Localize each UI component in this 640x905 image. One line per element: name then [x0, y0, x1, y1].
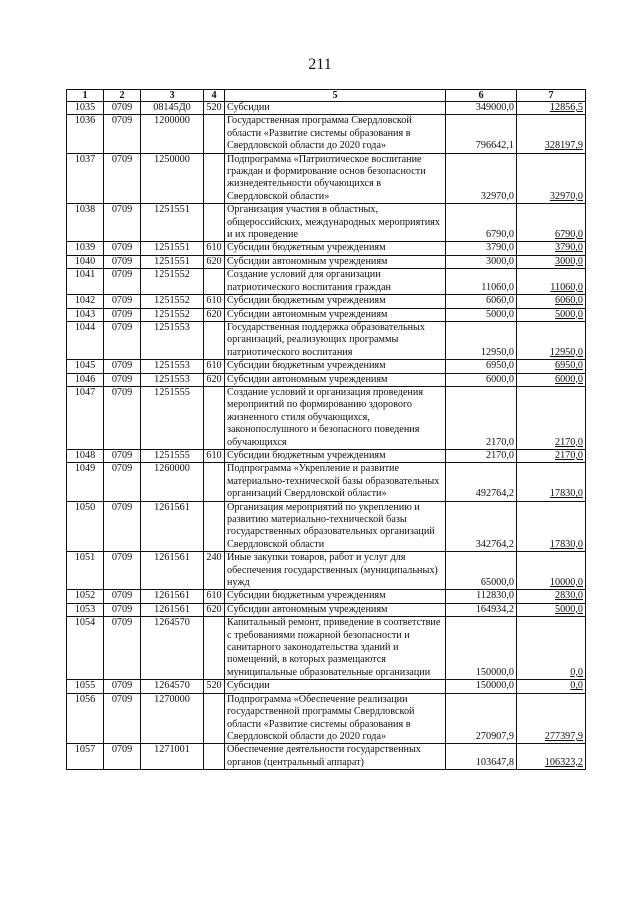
header-col-2: 2: [104, 90, 141, 102]
amount-col-6: 12950,0: [446, 321, 517, 359]
expense-type-code: 240: [204, 552, 225, 590]
section-code: 0709: [104, 693, 141, 744]
item-name: Субсидии автономным учреждениям: [225, 373, 446, 386]
item-name: Государственная поддержка образовательных организаций, реализующих программы патриотического воспитания: [225, 321, 446, 359]
amount-col-6: 492764,2: [446, 463, 517, 501]
expense-type-code: [204, 115, 225, 153]
target-code: 1251551: [141, 242, 204, 255]
expense-type-code: [204, 617, 225, 680]
amount-col-7: 3000,0: [517, 255, 586, 268]
row-number: 1056: [67, 693, 104, 744]
section-code: 0709: [104, 321, 141, 359]
section-code: 0709: [104, 308, 141, 321]
row-number: 1044: [67, 321, 104, 359]
header-col-1: 1: [67, 90, 104, 102]
amount-col-7: 10000,0: [517, 552, 586, 590]
item-name: Государственная программа Свердловской области «Развитие системы образования в Свердловской области до 2020 года»: [225, 115, 446, 153]
amount-col-7: 0,0: [517, 617, 586, 680]
header-col-6: 6: [446, 90, 517, 102]
header-col-3: 3: [141, 90, 204, 102]
table-row: [67, 693, 586, 744]
row-number: 1043: [67, 308, 104, 321]
target-code: 1251552: [141, 308, 204, 321]
amount-col-6: 6000,0: [446, 373, 517, 386]
target-code: 1200000: [141, 115, 204, 153]
amount-col-7: 106323,2: [517, 744, 586, 770]
amount-col-7: 12950,0: [517, 321, 586, 359]
amount-col-6: 270907,9: [446, 693, 517, 744]
section-code: 0709: [104, 115, 141, 153]
section-code: 0709: [104, 360, 141, 373]
amount-col-6: 796642,1: [446, 115, 517, 153]
section-code: 0709: [104, 590, 141, 603]
section-code: 0709: [104, 449, 141, 462]
amount-col-6: 6950,0: [446, 360, 517, 373]
header-col-4: 4: [204, 90, 225, 102]
section-code: 0709: [104, 242, 141, 255]
target-code: 1264570: [141, 617, 204, 680]
target-code: 1251553: [141, 321, 204, 359]
section-code: 0709: [104, 386, 141, 449]
header-col-5: 5: [225, 90, 446, 102]
item-name: Создание условий и организация проведения мероприятий по формированию здорового жизненного стиля обучающихся, законопослушного и безопасного поведения обучающихся: [225, 386, 446, 449]
row-number: 1052: [67, 590, 104, 603]
row-number: 1057: [67, 744, 104, 770]
amount-col-7: 3790,0: [517, 242, 586, 255]
expense-type-code: [204, 153, 225, 204]
amount-col-7: 277397,9: [517, 693, 586, 744]
section-code: 0709: [104, 102, 141, 115]
item-name: Организация мероприятий по укреплению и развитию материально-технической базы государственных образовательных организаций Свердловской области: [225, 501, 446, 552]
amount-col-6: 6790,0: [446, 204, 517, 242]
table-row: [67, 373, 586, 386]
table-row: [67, 463, 586, 501]
row-number: 1055: [67, 680, 104, 693]
expense-type-code: [204, 321, 225, 359]
amount-col-7: 328197,9: [517, 115, 586, 153]
row-number: 1041: [67, 269, 104, 295]
amount-col-7: 32970,0: [517, 153, 586, 204]
target-code: 1251555: [141, 386, 204, 449]
target-code: 1251555: [141, 449, 204, 462]
target-code: 1251552: [141, 295, 204, 308]
table-row: [67, 617, 586, 680]
item-name: Субсидии бюджетным учреждениям: [225, 360, 446, 373]
amount-col-7: 2170,0: [517, 449, 586, 462]
table-row: [67, 153, 586, 204]
target-code: 1261561: [141, 552, 204, 590]
amount-col-7: 5000,0: [517, 603, 586, 616]
table-row: [67, 295, 586, 308]
expense-type-code: [204, 463, 225, 501]
table-row: [67, 590, 586, 603]
amount-col-7: 6060,0: [517, 295, 586, 308]
item-name: Субсидии: [225, 102, 446, 115]
amount-col-7: 6950,0: [517, 360, 586, 373]
target-code: 08145Д0: [141, 102, 204, 115]
amount-col-7: 2170,0: [517, 386, 586, 449]
table-row: [67, 204, 586, 242]
table-row: [67, 308, 586, 321]
item-name: Субсидии автономным учреждениям: [225, 255, 446, 268]
item-name: Субсидии бюджетным учреждениям: [225, 449, 446, 462]
section-code: 0709: [104, 463, 141, 501]
expense-type-code: 610: [204, 449, 225, 462]
amount-col-7: 5000,0: [517, 308, 586, 321]
amount-col-6: 2170,0: [446, 449, 517, 462]
row-number: 1039: [67, 242, 104, 255]
amount-col-7: 0,0: [517, 680, 586, 693]
section-code: 0709: [104, 153, 141, 204]
item-name: Субсидии автономным учреждениям: [225, 308, 446, 321]
target-code: 1264570: [141, 680, 204, 693]
table-row: [67, 102, 586, 115]
target-code: 1250000: [141, 153, 204, 204]
item-name: Подпрограмма «Патриотическое воспитание граждан и формирование основ безопасности жизнедеятельности обучающихся в Свердловской области»: [225, 153, 446, 204]
item-name: Иные закупки товаров, работ и услуг для обеспечения государственных (муниципальных) нужд: [225, 552, 446, 590]
table-row: [67, 744, 586, 770]
expense-type-code: [204, 501, 225, 552]
row-number: 1050: [67, 501, 104, 552]
row-number: 1045: [67, 360, 104, 373]
item-name: Субсидии бюджетным учреждениям: [225, 295, 446, 308]
item-name: Обеспечение деятельности государственных органов (центральный аппарат): [225, 744, 446, 770]
expense-type-code: [204, 744, 225, 770]
amount-col-6: 112830,0: [446, 590, 517, 603]
expense-type-code: [204, 693, 225, 744]
row-number: 1038: [67, 204, 104, 242]
row-number: 1036: [67, 115, 104, 153]
row-number: 1048: [67, 449, 104, 462]
amount-col-6: 6060,0: [446, 295, 517, 308]
amount-col-7: 6790,0: [517, 204, 586, 242]
row-number: 1046: [67, 373, 104, 386]
item-name: Субсидии бюджетным учреждениям: [225, 242, 446, 255]
row-number: 1037: [67, 153, 104, 204]
amount-col-7: 12856,5: [517, 102, 586, 115]
table-row: [67, 501, 586, 552]
item-name: Капитальный ремонт, приведение в соответствие с требованиями пожарной безопасности и санитарного законодательства зданий и помещений, в которых размещаются муниципальные образовательные организации: [225, 617, 446, 680]
table-row: [67, 360, 586, 373]
table-row: [67, 386, 586, 449]
target-code: 1251551: [141, 255, 204, 268]
row-number: 1053: [67, 603, 104, 616]
amount-col-7: 17830,0: [517, 463, 586, 501]
table-header-row: [67, 90, 586, 102]
amount-col-7: 17830,0: [517, 501, 586, 552]
item-name: Создание условий для организации патриотического воспитания граждан: [225, 269, 446, 295]
section-code: 0709: [104, 269, 141, 295]
section-code: 0709: [104, 680, 141, 693]
row-number: 1035: [67, 102, 104, 115]
amount-col-7: 11060,0: [517, 269, 586, 295]
section-code: 0709: [104, 501, 141, 552]
item-name: Субсидии: [225, 680, 446, 693]
amount-col-6: 103647,8: [446, 744, 517, 770]
amount-col-6: 65000,0: [446, 552, 517, 590]
amount-col-6: 164934,2: [446, 603, 517, 616]
section-code: 0709: [104, 617, 141, 680]
target-code: 1251552: [141, 269, 204, 295]
expense-type-code: 520: [204, 102, 225, 115]
amount-col-6: 3000,0: [446, 255, 517, 268]
amount-col-7: 6000,0: [517, 373, 586, 386]
budget-table: [66, 89, 586, 770]
amount-col-6: 150000,0: [446, 680, 517, 693]
table-row: [67, 269, 586, 295]
expense-type-code: [204, 269, 225, 295]
target-code: 1260000: [141, 463, 204, 501]
section-code: 0709: [104, 373, 141, 386]
expense-type-code: 610: [204, 590, 225, 603]
target-code: 1251553: [141, 360, 204, 373]
target-code: 1251551: [141, 204, 204, 242]
amount-col-6: 3790,0: [446, 242, 517, 255]
amount-col-6: 342764,2: [446, 501, 517, 552]
expense-type-code: 620: [204, 603, 225, 616]
table-row: [67, 603, 586, 616]
table-row: [67, 321, 586, 359]
item-name: Организация участия в областных, общероссийских, международных мероприятиях и их проведение: [225, 204, 446, 242]
target-code: 1251553: [141, 373, 204, 386]
target-code: 1261561: [141, 501, 204, 552]
target-code: 1271001: [141, 744, 204, 770]
amount-col-6: 32970,0: [446, 153, 517, 204]
table-row: [67, 449, 586, 462]
item-name: Субсидии автономным учреждениям: [225, 603, 446, 616]
target-code: 1261561: [141, 603, 204, 616]
table-row: [67, 242, 586, 255]
expense-type-code: [204, 204, 225, 242]
section-code: 0709: [104, 744, 141, 770]
table-body: [67, 102, 586, 770]
table-row: [67, 255, 586, 268]
section-code: 0709: [104, 204, 141, 242]
amount-col-7: 2830,0: [517, 590, 586, 603]
item-name: Субсидии бюджетным учреждениям: [225, 590, 446, 603]
section-code: 0709: [104, 295, 141, 308]
row-number: 1054: [67, 617, 104, 680]
expense-type-code: 520: [204, 680, 225, 693]
expense-type-code: 620: [204, 308, 225, 321]
amount-col-6: 150000,0: [446, 617, 517, 680]
section-code: 0709: [104, 255, 141, 268]
amount-col-6: 349000,0: [446, 102, 517, 115]
target-code: 1270000: [141, 693, 204, 744]
table-row: [67, 680, 586, 693]
expense-type-code: 620: [204, 373, 225, 386]
row-number: 1042: [67, 295, 104, 308]
target-code: 1261561: [141, 590, 204, 603]
expense-type-code: 610: [204, 360, 225, 373]
row-number: 1047: [67, 386, 104, 449]
expense-type-code: 620: [204, 255, 225, 268]
section-code: 0709: [104, 603, 141, 616]
expense-type-code: 610: [204, 295, 225, 308]
header-col-7: 7: [517, 90, 586, 102]
item-name: Подпрограмма «Обеспечение реализации государственной программы Свердловской области «Развитие системы образования в Свердловской области до 2020 года»: [225, 693, 446, 744]
amount-col-6: 2170,0: [446, 386, 517, 449]
row-number: 1049: [67, 463, 104, 501]
amount-col-6: 11060,0: [446, 269, 517, 295]
page-number: 211: [308, 56, 332, 73]
amount-col-6: 5000,0: [446, 308, 517, 321]
row-number: 1040: [67, 255, 104, 268]
table-row: [67, 115, 586, 153]
expense-type-code: [204, 386, 225, 449]
table-row: [67, 552, 586, 590]
item-name: Подпрограмма «Укрепление и развитие материально-технической базы образовательных организаций Свердловской области»: [225, 463, 446, 501]
section-code: 0709: [104, 552, 141, 590]
row-number: 1051: [67, 552, 104, 590]
expense-type-code: 610: [204, 242, 225, 255]
